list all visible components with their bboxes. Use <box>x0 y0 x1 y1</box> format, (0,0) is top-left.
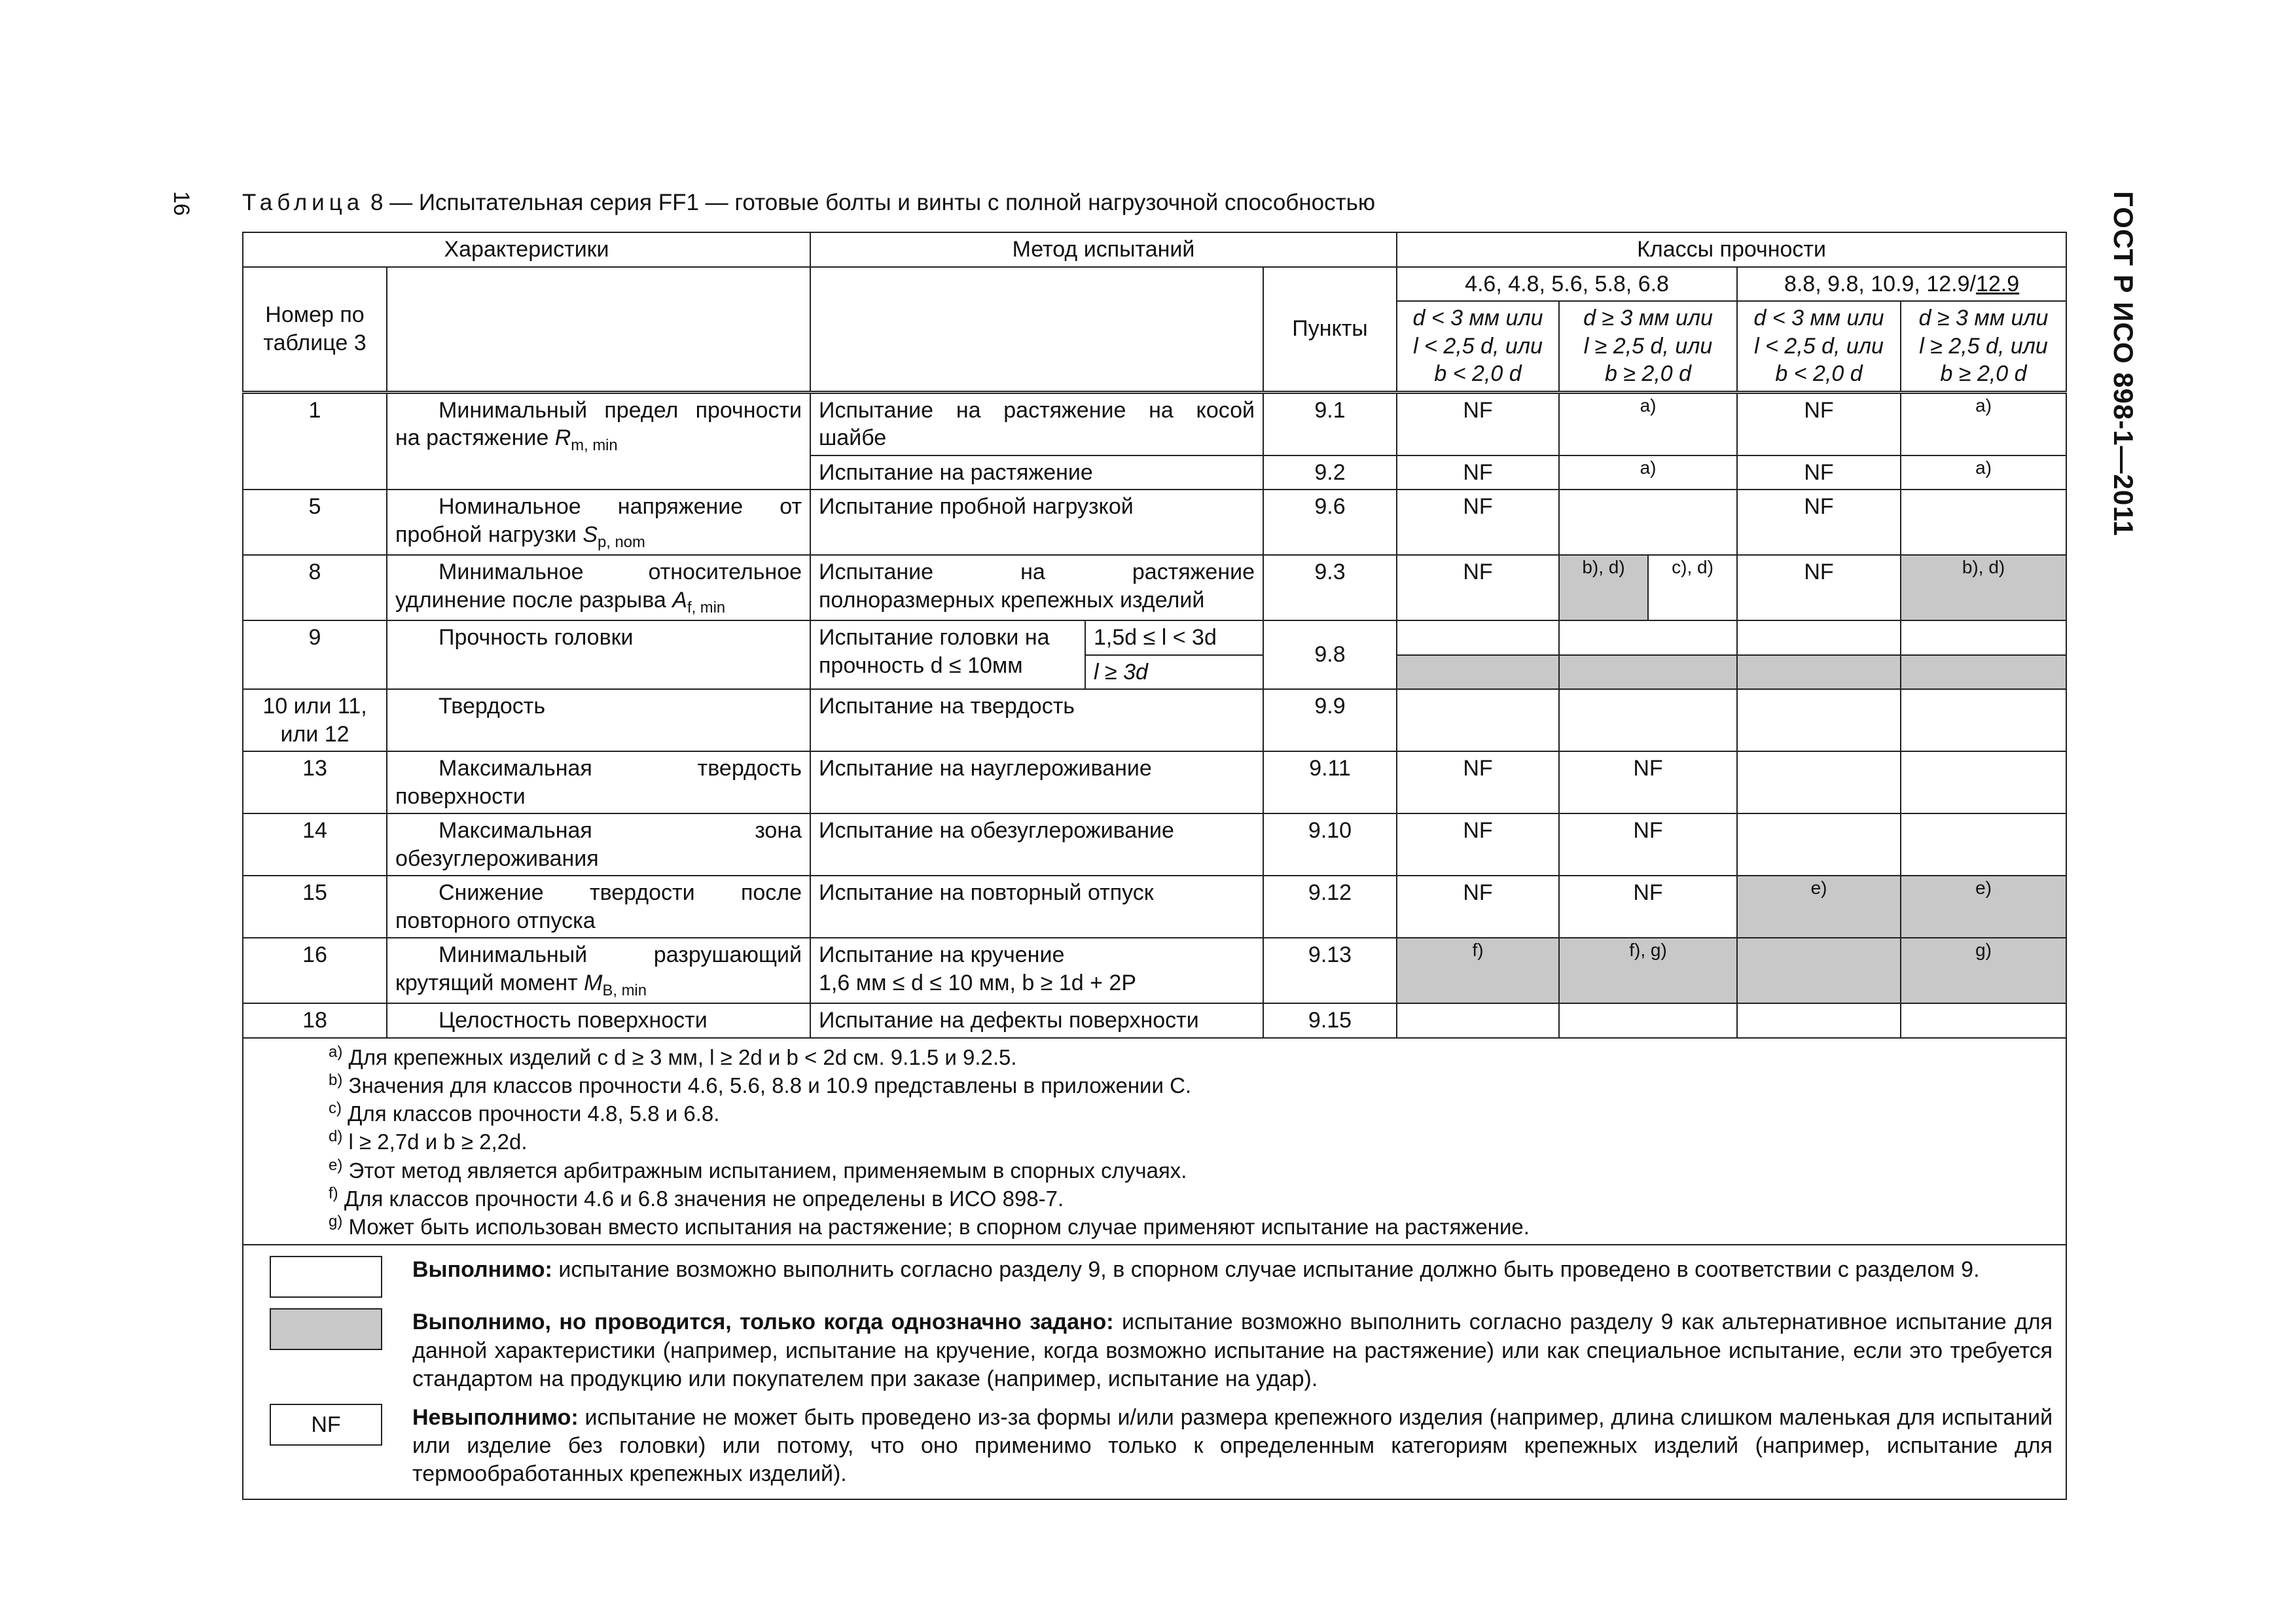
table-row <box>243 813 2066 876</box>
table-row <box>243 938 2066 1003</box>
cell-empty <box>1559 689 1737 751</box>
table-row <box>243 689 2066 751</box>
row-characteristic: Прочность головки <box>387 620 810 689</box>
legend <box>243 1245 2066 1499</box>
row-number: 18 <box>243 1003 387 1038</box>
cell-empty <box>1901 689 2066 751</box>
caption-number: 8 <box>370 190 384 215</box>
method-line: 1,6 мм ≤ d ≤ 10 мм, b ≥ 1d + 2P <box>819 970 1137 995</box>
legend-text <box>412 1404 2053 1489</box>
cell-nf: NF <box>1559 876 1737 938</box>
cell-empty <box>1901 1003 2066 1038</box>
cell-empty <box>1737 689 1901 751</box>
table-caption <box>242 190 1375 216</box>
char-text: Минимальное относительное удлинение после разрыва <box>395 560 802 613</box>
cond-line: b ≥ 2,0 d <box>1940 361 2027 386</box>
cond-line: l ≥ 2,5 d, или <box>1583 333 1713 359</box>
footnote-text: Значения для классов прочности 4.6, 5.6, 8.8 и 10.9 представлены в приложении С. <box>348 1073 1192 1097</box>
cell-empty <box>1737 751 1901 813</box>
header-empty <box>810 267 1263 393</box>
legend-title: Выполнимо, но проводится, только когда однозначно задано: <box>412 1310 1114 1335</box>
legend-text <box>412 1308 2053 1393</box>
char-symbol: S <box>583 522 598 547</box>
row-clause: 9.9 <box>1263 689 1397 751</box>
swatch-white <box>270 1256 382 1298</box>
cell-empty <box>1901 490 2066 555</box>
row-characteristic: Максимальная зона обезуглероживания <box>387 813 810 876</box>
footnote <box>329 1127 2058 1155</box>
cell-note: a) <box>1559 455 1737 490</box>
cell-nf: NF <box>1737 455 1901 490</box>
cell-empty <box>1737 813 1901 876</box>
cell-note-shaded: f) <box>1397 938 1559 1003</box>
row-clause: 9.3 <box>1263 555 1397 620</box>
table-row <box>243 876 2066 938</box>
header-row-1 <box>243 232 2066 267</box>
row-characteristic <box>387 392 810 490</box>
row-method <box>810 938 1263 1003</box>
header-characteristics: Характеристики <box>243 232 810 267</box>
cell-note-shaded: e) <box>1901 876 2066 938</box>
cell-note-shaded: f), g) <box>1559 938 1737 1003</box>
document-title: ГОСТ Р ИСО 898-1—2011 <box>2108 191 2139 537</box>
cond-line: d < 3 мм или <box>1753 306 1884 330</box>
char-text: Номинальное напряжение от пробной нагрузки <box>395 494 802 547</box>
cond-line: b ≥ 2,0 d <box>1604 361 1692 386</box>
cell-empty <box>1901 813 2066 876</box>
cell-empty <box>1397 689 1559 751</box>
row-number: 9 <box>243 620 387 689</box>
cell-nf: NF <box>1737 392 1901 455</box>
table-row <box>243 1003 2066 1038</box>
row-characteristic: Максимальная твердость поверхности <box>387 751 810 813</box>
table-row <box>243 751 2066 813</box>
cell-nf: NF <box>1397 813 1559 876</box>
header-row-number: Номер по таблице 3 <box>243 267 387 393</box>
row-characteristic <box>387 555 810 620</box>
method-line: Испытание на кручение <box>819 942 1065 968</box>
legend-title: Невыполнимо: <box>412 1404 579 1430</box>
footnote-text: Для классов прочности 4.8, 5.8 и 6.8. <box>348 1101 720 1126</box>
row-method: Испытание на растяжение <box>810 455 1263 490</box>
cond-line: d ≥ 3 мм или <box>1583 306 1713 330</box>
cell-note: a) <box>1901 455 2066 490</box>
cell-nf: NF <box>1559 751 1737 813</box>
cell-note-shaded: g) <box>1901 938 2066 1003</box>
swatch-gray <box>270 1308 382 1350</box>
row-method: Испытание пробной нагрузкой <box>810 490 1263 555</box>
legend-feasible <box>270 1256 2053 1298</box>
row-clause: 9.12 <box>1263 876 1397 938</box>
cell-note: a) <box>1901 392 2066 455</box>
legend-infeasible <box>270 1404 2053 1489</box>
cell-empty <box>1559 1003 1737 1038</box>
row-method: Испытание на науглероживание <box>810 751 1263 813</box>
cell-empty <box>1737 620 1901 655</box>
footnote-key: e) <box>329 1156 343 1174</box>
cell-empty <box>1737 1003 1901 1038</box>
row-clause: 9.6 <box>1263 490 1397 555</box>
cell-nf: NF <box>1737 555 1901 620</box>
cell-empty <box>1559 620 1737 655</box>
row-number: 8 <box>243 555 387 620</box>
cond-line: d < 3 мм или <box>1412 306 1543 330</box>
row-number: 13 <box>243 751 387 813</box>
row-characteristic <box>387 490 810 555</box>
cell-nf: NF <box>1559 813 1737 876</box>
row-clause: 9.8 <box>1263 620 1397 689</box>
char-symbol: M <box>584 970 603 995</box>
table-row <box>243 490 2066 555</box>
table-row <box>243 392 2066 455</box>
row-method: Испытание на твердость <box>810 689 1263 751</box>
cond-line: b < 2,0 d <box>1434 361 1522 386</box>
legend-body: испытание не может быть проведено из-за формы и/или размера крепежного изделия (например, длина слишком маленькая для испытаний или изделие без головки) или потому, что оно применимо только к определенным категориям крепежных изделий (например, испытание для термообработанных крепежных изделий). <box>412 1404 2053 1487</box>
legend-body: испытание возможно выполнить согласно разделу 9 как альтернативное испытание для данной характеристики (например, испытание на кручение, когда возможно испытание на растяжение) или как специальное испытание, если это требуется стандартом на продукцию или покупателем при заказе (например, испытание на удар). <box>412 1310 2053 1391</box>
caption-text: — Испытательная серия FF1 — готовые болты и винты с полной нагрузочной способностью <box>389 190 1376 215</box>
footnote <box>329 1071 2058 1099</box>
cell-note-shaded: e) <box>1737 876 1901 938</box>
row-method: Испытание на растяжение полноразмерных крепежных изделий <box>810 555 1263 620</box>
legend-title: Выполнимо: <box>412 1257 552 1283</box>
footnote <box>329 1156 2058 1184</box>
cell-note-shaded: b), d) <box>1559 555 1648 620</box>
footnote <box>329 1099 2058 1127</box>
char-subscript: f, min <box>687 598 726 616</box>
header-empty <box>387 267 810 393</box>
cell-shaded <box>1397 655 1559 690</box>
cell-nf: NF <box>1397 490 1559 555</box>
char-subscript: m, min <box>571 436 618 454</box>
test-series-table <box>242 232 2067 1500</box>
cell-shaded <box>1901 655 2066 690</box>
row-method: Испытание головки на прочность d ≤ 10мм <box>810 620 1085 689</box>
footnote-text: Может быть использован вместо испытания на растяжение; в спорном случае применяют испытание на растяжение. <box>348 1215 1530 1240</box>
footnote-key: g) <box>329 1213 343 1231</box>
cond-line: l < 2,5 d, или <box>1754 333 1884 359</box>
legend-row <box>243 1245 2066 1499</box>
header-class-group-2 <box>1737 267 2066 302</box>
cond-large-g1 <box>1559 301 1737 392</box>
cell-note: c), d) <box>1648 555 1737 620</box>
cell-shaded <box>1737 655 1901 690</box>
cell-shaded <box>1737 938 1901 1003</box>
char-subscript: p, nom <box>598 533 645 551</box>
row-characteristic: Твердость <box>387 689 810 751</box>
row-condition: 1,5d ≤ l < 3d <box>1085 620 1263 655</box>
cond-line: b < 2,0 d <box>1775 361 1863 386</box>
cell-shaded <box>1559 655 1737 690</box>
caption-word: Таблица <box>242 190 365 215</box>
char-symbol: R <box>554 425 571 450</box>
header-classes: Классы прочности <box>1397 232 2066 267</box>
cell-note-shaded: b), d) <box>1901 555 2066 620</box>
legend-specified <box>270 1308 2053 1393</box>
cond-line: l ≥ 2,5 d, или <box>1919 333 2048 359</box>
page-number: 16 <box>169 191 194 216</box>
row-method: Испытание на повторный отпуск <box>810 876 1263 938</box>
footnote-text: Этот метод является арбитражным испытанием, применяемым в спорных случаях. <box>348 1158 1187 1183</box>
row-clause: 9.1 <box>1263 392 1397 455</box>
legend-text <box>412 1256 2053 1284</box>
cell-nf: NF <box>1397 555 1559 620</box>
footnote-text: Для крепежных изделий с d ≥ 3 мм, l ≥ 2d и b < 2d см. 9.1.5 и 9.2.5. <box>348 1044 1017 1069</box>
footnote <box>329 1184 2058 1212</box>
cell-nf: NF <box>1397 751 1559 813</box>
cell-nf: NF <box>1397 455 1559 490</box>
char-text: Минимальный разрушающий крутящий момент <box>395 942 802 995</box>
row-characteristic: Снижение твердости после повторного отпуска <box>387 876 810 938</box>
cond-large-g2 <box>1901 301 2066 392</box>
cell-empty <box>1397 620 1559 655</box>
footnote-key: b) <box>329 1071 343 1089</box>
group2-underlined: 12.9 <box>1975 271 2020 296</box>
row-number: 16 <box>243 938 387 1003</box>
table-row <box>243 555 2066 620</box>
footnote <box>329 1043 2058 1071</box>
header-clauses: Пункты <box>1263 267 1397 393</box>
footnote-key: d) <box>329 1128 343 1146</box>
cell-nf: NF <box>1737 490 1901 555</box>
footnote-text: Для классов прочности 4.6 и 6.8 значения не определены в ИСО 898-7. <box>344 1186 1064 1211</box>
row-number: 1 <box>243 392 387 490</box>
row-clause: 9.10 <box>1263 813 1397 876</box>
header-row-2 <box>243 267 2066 302</box>
char-symbol: A <box>672 587 687 613</box>
cell-empty <box>1901 751 2066 813</box>
header-class-group-1: 4.6, 4.8, 5.6, 5.8, 6.8 <box>1397 267 1737 302</box>
footnotes <box>243 1038 2066 1245</box>
cond-line: d ≥ 3 мм или <box>1918 306 2049 330</box>
row-number: 10 или 11, или 12 <box>243 689 387 751</box>
footnote-key: a) <box>329 1043 343 1061</box>
row-clause: 9.11 <box>1263 751 1397 813</box>
legend-body: испытание возможно выполнить согласно разделу 9, в спорном случае испытание должно быть проведено в соответствии с разделом 9. <box>552 1257 1980 1283</box>
row-clause: 9.15 <box>1263 1003 1397 1038</box>
cell-nf: NF <box>1397 392 1559 455</box>
cond-line: l < 2,5 d, или <box>1413 333 1543 359</box>
footnote-text: l ≥ 2,7d и b ≥ 2,2d. <box>348 1130 528 1154</box>
row-method: Испытание на обезуглероживание <box>810 813 1263 876</box>
char-subscript: B, min <box>602 981 647 999</box>
cond-small-g1 <box>1397 301 1559 392</box>
row-characteristic <box>387 938 810 1003</box>
cond-small-g2 <box>1737 301 1901 392</box>
footnotes-row <box>243 1038 2066 1245</box>
table-row <box>243 620 2066 655</box>
row-method: Испытание на дефекты поверхности <box>810 1003 1263 1038</box>
row-characteristic: Целостность поверхности <box>387 1003 810 1038</box>
row-clause: 9.2 <box>1263 455 1397 490</box>
row-clause: 9.13 <box>1263 938 1397 1003</box>
cell-empty <box>1901 620 2066 655</box>
footnote-key: f) <box>329 1184 338 1202</box>
cell-nf: NF <box>1397 876 1559 938</box>
header-method: Метод испытаний <box>810 232 1397 267</box>
swatch-nf: NF <box>270 1404 382 1446</box>
group2-prefix: 8.8, 9.8, 10.9, 12.9/ <box>1784 271 1976 296</box>
row-method: Испытание на растяжение на косой шайбе <box>810 392 1263 455</box>
cell-note: a) <box>1559 392 1737 455</box>
cell-empty <box>1397 1003 1559 1038</box>
cell-empty <box>1559 490 1737 555</box>
footnote-key: c) <box>329 1099 342 1118</box>
row-condition: l ≥ 3d <box>1085 655 1263 690</box>
row-number: 14 <box>243 813 387 876</box>
row-number: 15 <box>243 876 387 938</box>
char-text: Минимальный предел прочности на растяжение <box>395 397 802 450</box>
row-number: 5 <box>243 490 387 555</box>
footnote <box>329 1212 2058 1240</box>
